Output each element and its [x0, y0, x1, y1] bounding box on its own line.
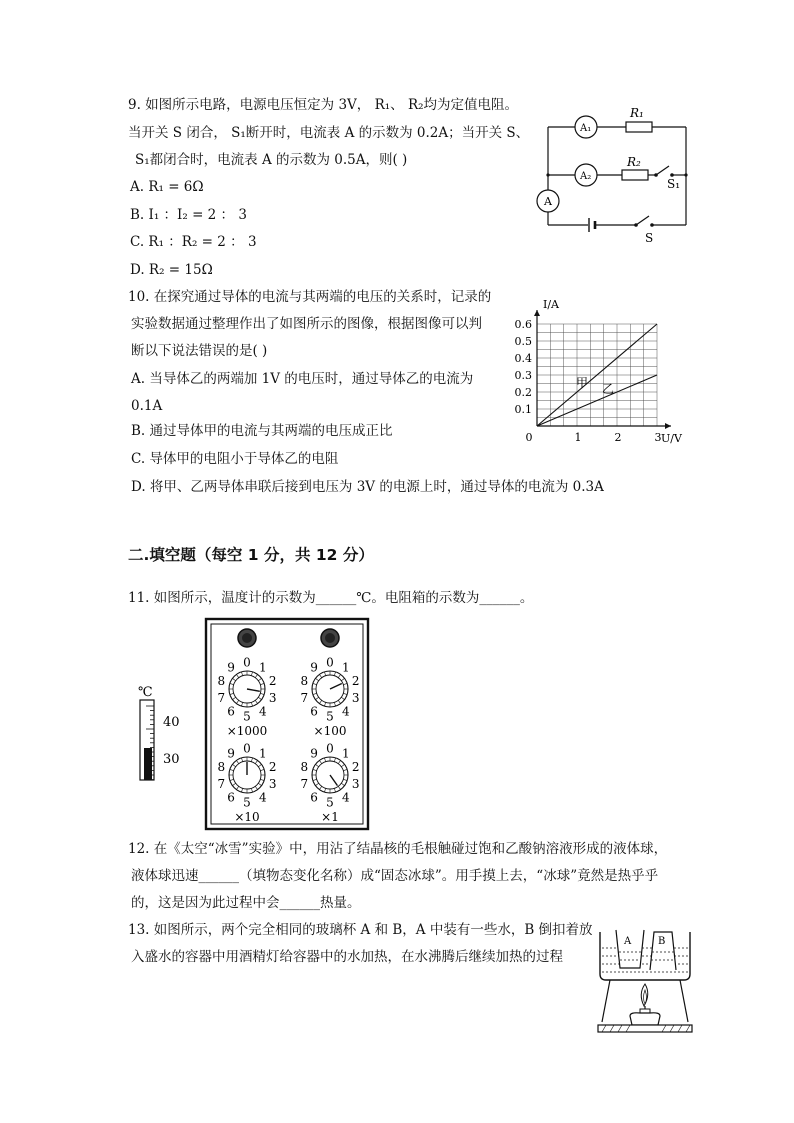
- s-label: S: [645, 231, 654, 245]
- dial-digit: 4: [342, 790, 350, 805]
- q10-option-a: A. 当导体乙的两端加 1V 的电压时，通过导体乙的电流为: [131, 371, 474, 387]
- dial-multiplier: ×10: [234, 810, 260, 824]
- dial-digit: 6: [310, 704, 318, 719]
- q9-line2: 当开关 S 闭合， S₁断开时，电流表 A 的示数为 0.2A；当开关 S、: [128, 125, 530, 141]
- dial-digit: 7: [217, 776, 226, 791]
- q9-option-a: A. R₁ = 6Ω: [130, 179, 204, 195]
- q10-option-b: B. 通过导体甲的电流与其两端的电压成正比: [131, 423, 393, 439]
- dial-digit: 0: [243, 655, 251, 670]
- q9-option-d: D. R₂ = 15Ω: [130, 262, 213, 278]
- dial-digit: 7: [300, 690, 309, 705]
- q10-option-c: C. 导体甲的电阻小于导体乙的电阻: [131, 451, 339, 467]
- x-axis-arrow-icon: [665, 423, 671, 429]
- dial-digit: 0: [326, 741, 334, 756]
- q12-line1: 12. 在《太空“冰雪”实验》中，用沾了结晶核的毛根触碰过饱和乙酸钠溶液形成的液体球，: [128, 841, 668, 857]
- y-tick-label: 0.3: [514, 369, 532, 382]
- dial-digit: 8: [300, 674, 309, 689]
- dial-digit: 9: [310, 746, 318, 761]
- dial-digit: 8: [217, 674, 226, 689]
- dial-digit: 9: [227, 746, 235, 761]
- dial-digit: 1: [342, 746, 350, 761]
- series-label-jia: 甲: [576, 376, 589, 390]
- q10-option-d: D. 将甲、乙两导体串联后接到电压为 3V 的电源上时，通过导体的电流为 0.3A: [131, 479, 604, 495]
- x-axis-label: U/V: [661, 432, 682, 445]
- r2-resistor-icon: [622, 170, 648, 180]
- s1-label: S₁: [667, 177, 681, 191]
- dial-digit: 6: [227, 790, 235, 805]
- dial-digit: 8: [300, 760, 309, 775]
- dial-digit: 4: [259, 790, 267, 805]
- dial-digit: 0: [243, 741, 251, 756]
- dial-multiplier: ×100: [313, 724, 347, 738]
- dial-digit: 4: [342, 704, 350, 719]
- thermometer-label-40: 40: [163, 715, 180, 730]
- dial-digit: 6: [227, 704, 235, 719]
- x-tick-label: 1: [574, 431, 582, 444]
- alcohol-lamp-icon: [630, 1013, 660, 1025]
- y-tick-label: 0.1: [514, 403, 532, 416]
- q9-option-b: B. I₁ ：I₂ = 2 ： 3: [130, 207, 247, 223]
- dial-digit: 7: [217, 690, 226, 705]
- q9-option-c: C. R₁ ：R₂ = 2 ： 3: [130, 234, 257, 250]
- dial-digit: 1: [259, 660, 267, 675]
- x-tick-label: 2: [614, 431, 622, 444]
- series-label-yi: 乙: [602, 381, 615, 396]
- dial-digit: 6: [310, 790, 318, 805]
- y-tick-label: 0.6: [514, 318, 532, 331]
- label-b: B: [658, 936, 666, 947]
- y-tick-label: 0.2: [514, 386, 532, 399]
- q13-line1: 13. 如图所示，两个完全相同的玻璃杯 A 和 B，A 中装有一些水，B 倒扣着放: [128, 922, 593, 938]
- dial-digit: 3: [351, 690, 360, 705]
- dial-digit: 5: [243, 709, 251, 724]
- q9-circuit-diagram: [536, 100, 696, 250]
- dial-digit: 1: [342, 660, 350, 675]
- dial-digit: 2: [268, 760, 277, 775]
- q9-line3: S₁都闭合时，电流表 A 的示数为 0.5A，则( ): [135, 152, 408, 168]
- q10-iu-chart: [505, 290, 705, 450]
- q12-line3: 的，这是因为此过程中会______热量。: [131, 895, 361, 911]
- y-axis-label: I/A: [543, 298, 559, 311]
- section2-heading: 二.填空题（每空 1 分，共 12 分）: [128, 546, 374, 564]
- dial-digit: 9: [227, 660, 235, 675]
- dial-digit: 2: [351, 674, 360, 689]
- dial-digit: 5: [326, 709, 334, 724]
- r2-label: R₂: [627, 155, 641, 169]
- q11-text: 11. 如图所示，温度计的示数为______℃。电阻箱的示数为______。: [128, 590, 534, 606]
- x-tick-label: 0: [525, 431, 533, 444]
- q11-thermometer: [128, 682, 188, 784]
- dial-digit: 7: [300, 776, 309, 791]
- a-label: A: [544, 195, 552, 208]
- a1-label: A₁: [580, 123, 592, 134]
- y-tick-label: 0.4: [514, 352, 532, 365]
- dial-multiplier: ×1000: [226, 724, 268, 738]
- dial-digit: 3: [268, 776, 277, 791]
- dial-digit: 3: [268, 690, 277, 705]
- q10-line1: 10. 在探究通过导体的电流与其两端的电压的关系时，记录的: [128, 289, 492, 305]
- dial-digit: 3: [351, 776, 360, 791]
- q11-resistance-box: [204, 617, 370, 831]
- q12-line2: 液体球迅速______（填物态变化名称）成“固态冰球”。用手摸上去，“冰球”竟然是热乎乎: [131, 868, 659, 884]
- q13-line2: 入盛水的容器中用酒精灯给容器中的水加热，在水沸腾后继续加热的过程: [131, 949, 563, 965]
- q10-option-a-cont: 0.1A: [131, 398, 163, 414]
- dial-digit: 8: [217, 760, 226, 775]
- dial-digit: 0: [326, 655, 334, 670]
- q10-line3: 断以下说法错误的是( ): [131, 343, 268, 359]
- x-tick-label: 3: [654, 431, 662, 444]
- r1-resistor-icon: [626, 122, 652, 132]
- y-tick-label: 0.5: [514, 335, 532, 348]
- q13-apparatus: [594, 926, 696, 1044]
- dial-digit: 1: [259, 746, 267, 761]
- a2-label: A₂: [580, 171, 592, 182]
- q9-line1: 9. 如图所示电路，电源电压恒定为 3V， R₁、 R₂均为定值电阻。: [128, 97, 519, 113]
- dial-digit: 9: [310, 660, 318, 675]
- dial-digit: 4: [259, 704, 267, 719]
- dial-digit: 5: [326, 795, 334, 810]
- dial-digit: 2: [268, 674, 277, 689]
- thermometer-label-30: 30: [163, 752, 180, 767]
- dial-digit: 5: [243, 795, 251, 810]
- thermometer-unit: ℃: [138, 685, 153, 700]
- label-a: A: [624, 936, 632, 947]
- q10-line2: 实验数据通过整理作出了如图所示的图像，根据图像可以判: [131, 316, 482, 332]
- dial-digit: 2: [351, 760, 360, 775]
- r1-label: R₁: [630, 106, 644, 120]
- dial-multiplier: ×1: [321, 810, 339, 824]
- y-axis-arrow-icon: [534, 310, 540, 316]
